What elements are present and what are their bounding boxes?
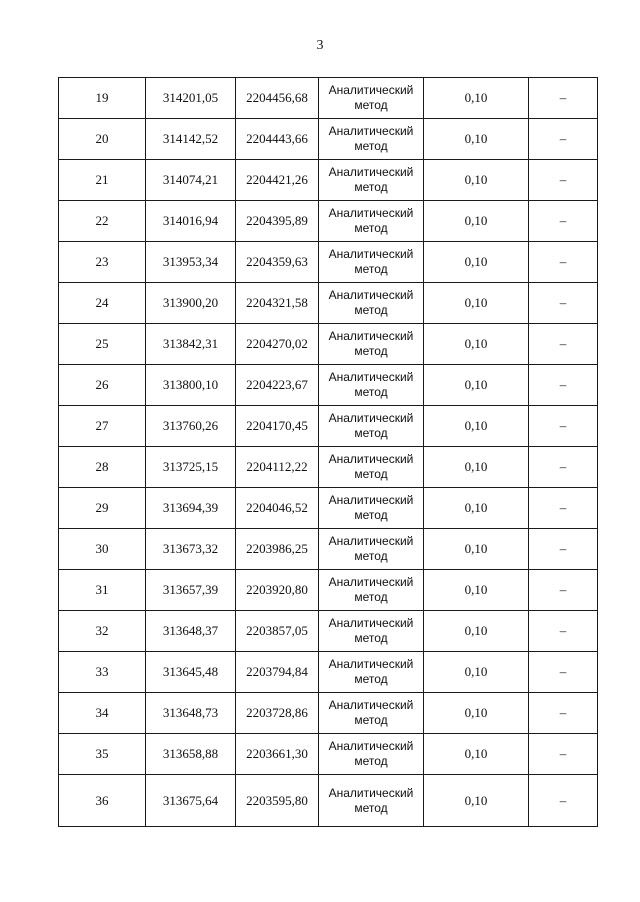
y-coordinate-cell: 2204270,02 (236, 324, 319, 365)
x-coordinate-cell: 313673,32 (146, 529, 236, 570)
point-number-cell: 23 (59, 242, 146, 283)
precision-cell: 0,10 (424, 119, 529, 160)
point-number-cell: 35 (59, 734, 146, 775)
precision-cell: 0,10 (424, 488, 529, 529)
method-cell (319, 693, 424, 734)
table-row (59, 734, 598, 775)
y-coordinate-cell: 2204170,45 (236, 406, 319, 447)
precision-cell: 0,10 (424, 693, 529, 734)
y-coordinate-cell: 2203920,80 (236, 570, 319, 611)
note-cell: – (529, 78, 598, 119)
method-text: Аналитический (328, 575, 414, 589)
method-text: Аналитический (328, 616, 414, 630)
x-coordinate-cell: 313658,88 (146, 734, 236, 775)
y-coordinate-cell: 2203794,84 (236, 652, 319, 693)
x-coordinate-cell: 313953,34 (146, 242, 236, 283)
table-row (59, 365, 598, 406)
point-number-cell: 26 (59, 365, 146, 406)
note-cell: – (529, 242, 598, 283)
method-text: метод (354, 303, 388, 317)
method-text: Аналитический (328, 288, 414, 302)
y-coordinate-cell: 2204112,22 (236, 447, 319, 488)
method-text: метод (354, 180, 388, 194)
precision-cell: 0,10 (424, 283, 529, 324)
method-cell (319, 365, 424, 406)
x-coordinate-cell: 314142,52 (146, 119, 236, 160)
x-coordinate-cell: 314201,05 (146, 78, 236, 119)
note-cell: – (529, 611, 598, 652)
note-cell: – (529, 734, 598, 775)
method-text: Аналитический (328, 657, 414, 671)
point-number-cell: 19 (59, 78, 146, 119)
method-text: метод (354, 385, 388, 399)
note-cell: – (529, 283, 598, 324)
method-text: метод (354, 262, 388, 276)
note-cell: – (529, 775, 598, 827)
x-coordinate-cell: 313725,15 (146, 447, 236, 488)
method-cell (319, 611, 424, 652)
method-text: метод (354, 590, 388, 604)
table-row (59, 488, 598, 529)
method-cell (319, 529, 424, 570)
method-text: метод (354, 508, 388, 522)
y-coordinate-cell: 2203728,86 (236, 693, 319, 734)
method-text: метод (354, 754, 388, 768)
note-cell: – (529, 529, 598, 570)
page-number: 3 (316, 38, 324, 53)
method-text: Аналитический (328, 206, 414, 220)
x-coordinate-cell: 313648,37 (146, 611, 236, 652)
note-cell: – (529, 160, 598, 201)
x-coordinate-cell: 313657,39 (146, 570, 236, 611)
table-row (59, 324, 598, 365)
x-coordinate-cell: 313760,26 (146, 406, 236, 447)
point-number-cell: 25 (59, 324, 146, 365)
method-text: Аналитический (328, 534, 414, 548)
method-cell (319, 160, 424, 201)
precision-cell: 0,10 (424, 529, 529, 570)
table-row (59, 78, 598, 119)
note-cell: – (529, 324, 598, 365)
y-coordinate-cell: 2204359,63 (236, 242, 319, 283)
point-number-cell: 22 (59, 201, 146, 242)
precision-cell: 0,10 (424, 447, 529, 488)
table-row (59, 406, 598, 447)
method-text: метод (354, 221, 388, 235)
method-cell (319, 78, 424, 119)
table-row (59, 652, 598, 693)
method-text: Аналитический (328, 247, 414, 261)
precision-cell: 0,10 (424, 242, 529, 283)
method-text: Аналитический (328, 83, 414, 97)
x-coordinate-cell: 313800,10 (146, 365, 236, 406)
y-coordinate-cell: 2204046,52 (236, 488, 319, 529)
method-text: Аналитический (328, 411, 414, 425)
precision-cell: 0,10 (424, 734, 529, 775)
point-number-cell: 36 (59, 775, 146, 827)
method-text: метод (354, 344, 388, 358)
x-coordinate-cell: 313675,64 (146, 775, 236, 827)
x-coordinate-cell: 313694,39 (146, 488, 236, 529)
x-coordinate-cell: 314074,21 (146, 160, 236, 201)
method-text: Аналитический (328, 370, 414, 384)
coordinates-table (58, 77, 598, 827)
method-text: Аналитический (328, 785, 414, 800)
note-cell: – (529, 201, 598, 242)
x-coordinate-cell: 313645,48 (146, 652, 236, 693)
method-text: Аналитический (328, 739, 414, 753)
method-text: Аналитический (328, 493, 414, 507)
note-cell: – (529, 570, 598, 611)
note-cell: – (529, 652, 598, 693)
table-row (59, 570, 598, 611)
method-cell (319, 447, 424, 488)
precision-cell: 0,10 (424, 78, 529, 119)
method-text: метод (354, 631, 388, 645)
point-number-cell: 33 (59, 652, 146, 693)
table-row (59, 160, 598, 201)
precision-cell: 0,10 (424, 775, 529, 827)
coordinates-table-body (59, 78, 598, 827)
method-text: метод (354, 800, 388, 815)
precision-cell: 0,10 (424, 201, 529, 242)
x-coordinate-cell: 313648,73 (146, 693, 236, 734)
method-cell (319, 119, 424, 160)
point-number-cell: 20 (59, 119, 146, 160)
x-coordinate-cell: 313842,31 (146, 324, 236, 365)
point-number-cell: 32 (59, 611, 146, 652)
precision-cell: 0,10 (424, 652, 529, 693)
point-number-cell: 30 (59, 529, 146, 570)
method-cell (319, 242, 424, 283)
method-text: метод (354, 713, 388, 727)
table-row (59, 119, 598, 160)
table-row (59, 529, 598, 570)
method-text: Аналитический (328, 452, 414, 466)
point-number-cell: 28 (59, 447, 146, 488)
point-number-cell: 27 (59, 406, 146, 447)
table-row (59, 242, 598, 283)
table-row (59, 201, 598, 242)
table-row (59, 611, 598, 652)
y-coordinate-cell: 2204421,26 (236, 160, 319, 201)
method-cell (319, 775, 424, 827)
y-coordinate-cell: 2204223,67 (236, 365, 319, 406)
method-cell (319, 734, 424, 775)
precision-cell: 0,10 (424, 406, 529, 447)
y-coordinate-cell: 2203986,25 (236, 529, 319, 570)
table-row (59, 283, 598, 324)
y-coordinate-cell: 2203661,30 (236, 734, 319, 775)
y-coordinate-cell: 2204321,58 (236, 283, 319, 324)
method-text: Аналитический (328, 329, 414, 343)
x-coordinate-cell: 314016,94 (146, 201, 236, 242)
y-coordinate-cell: 2203857,05 (236, 611, 319, 652)
method-text: Аналитический (328, 124, 414, 138)
method-cell (319, 488, 424, 529)
method-cell (319, 283, 424, 324)
note-cell: – (529, 365, 598, 406)
method-text: метод (354, 139, 388, 153)
method-text: метод (354, 549, 388, 563)
note-cell: – (529, 406, 598, 447)
method-cell (319, 406, 424, 447)
point-number-cell: 21 (59, 160, 146, 201)
method-text: метод (354, 672, 388, 686)
table-row (59, 693, 598, 734)
precision-cell: 0,10 (424, 365, 529, 406)
y-coordinate-cell: 2204395,89 (236, 201, 319, 242)
point-number-cell: 29 (59, 488, 146, 529)
y-coordinate-cell: 2203595,80 (236, 775, 319, 827)
method-cell (319, 201, 424, 242)
y-coordinate-cell: 2204443,66 (236, 119, 319, 160)
note-cell: – (529, 488, 598, 529)
y-coordinate-cell: 2204456,68 (236, 78, 319, 119)
precision-cell: 0,10 (424, 570, 529, 611)
point-number-cell: 34 (59, 693, 146, 734)
precision-cell: 0,10 (424, 160, 529, 201)
table-row (59, 775, 598, 827)
method-text: метод (354, 426, 388, 440)
point-number-cell: 24 (59, 283, 146, 324)
method-text: метод (354, 467, 388, 481)
point-number-cell: 31 (59, 570, 146, 611)
method-cell (319, 570, 424, 611)
note-cell: – (529, 119, 598, 160)
method-cell (319, 652, 424, 693)
precision-cell: 0,10 (424, 611, 529, 652)
method-cell (319, 324, 424, 365)
method-text: Аналитический (328, 698, 414, 712)
x-coordinate-cell: 313900,20 (146, 283, 236, 324)
method-text: Аналитический (328, 165, 414, 179)
table-row (59, 447, 598, 488)
method-text: метод (354, 98, 388, 112)
note-cell: – (529, 693, 598, 734)
note-cell: – (529, 447, 598, 488)
precision-cell: 0,10 (424, 324, 529, 365)
